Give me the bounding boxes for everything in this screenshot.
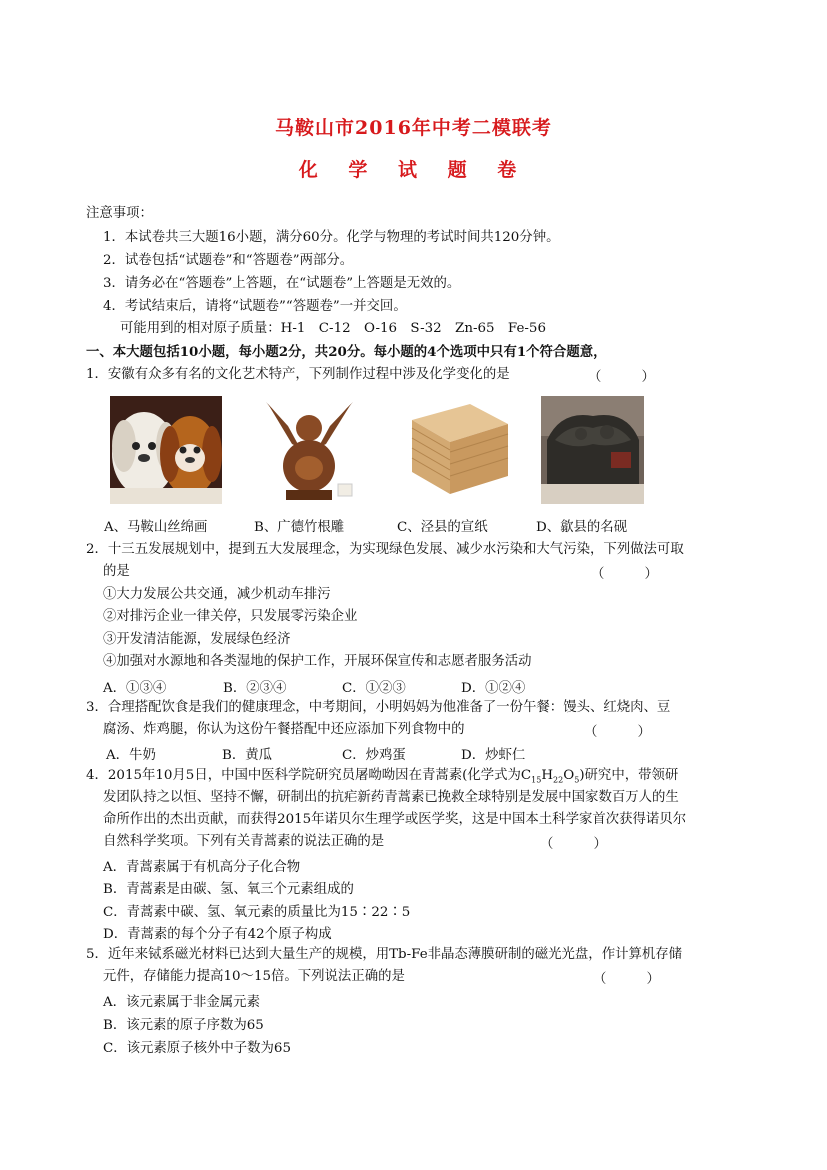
notice-item: 3．请务必在“答题卷”上答题，在“试题卷”上答题是无效的。 [103,276,461,291]
xuan-paper-image [408,396,510,504]
atomic-masses: 可能用到的相对原子质量：H-1 C-12 O-16 S-32 Zn-65 Fe-56 [120,321,546,336]
q5-answer-paren: （ ） [593,972,660,987]
q1-caption-a: A、马鞍山丝绵画 [104,520,208,535]
q5-stem: 元件，存储能力提高10～15倍。下列说法正确的是 [103,969,405,984]
q4-stem: 命所作出的杰出贡献，而获得2015年诺贝尔生理学或医学奖，这是中国本土科学家首次获得诺贝尔 [103,812,687,827]
q2-option-a: A．①③④ [103,681,167,696]
notice-item: 2．试卷包括“试题卷”和“答题卷”两部分。 [103,253,354,268]
exam-title: 马鞍山市2016年中考二模联考 [275,117,552,139]
q1-answer-paren: （ ） [588,370,655,385]
formula-subscript: 5 [574,775,580,785]
notice-item: 1．本试卷共三大题16小题，满分60分。化学与物理的考试时间共120分钟。 [103,230,560,245]
dogs-embroidery-image [110,396,222,504]
q3-option-d: D．炒虾仁 [461,748,526,763]
q2-option-d: D．①②④ [461,681,526,696]
q2-statement: ②对排污企业一律关停，只发展零污染企业 [103,609,358,624]
inkstone-image [541,396,644,504]
q3-option-b: B．黄瓜 [222,748,273,763]
q4-stem-part: )研究中，带领研 [579,768,679,783]
formula-element: H [541,768,554,783]
q2-stem: 的是 [103,564,130,579]
q5-option-b: B．该元素的原子序数为65 [103,1018,264,1033]
q1-caption-b: B、广德竹根雕 [254,520,345,535]
notice-item: 4．考试结束后，请将“试题卷”“答题卷”一并交回。 [103,299,407,314]
q4-answer-paren: （ ） [540,837,607,852]
q3-option-a: A．牛奶 [106,748,156,763]
q4-option-a: A．青蒿素属于有机高分子化合物 [103,860,301,875]
q3-stem: 腐汤、炸鸡腿，你认为这份午餐搭配中还应添加下列食物中的 [103,722,465,737]
q2-option-b: B．②③④ [223,681,287,696]
q4-stem: 自然科学奖项。下列有关青蒿素的说法正确的是 [103,834,385,849]
q5-option-a: A．该元素属于非金属元素 [103,995,260,1010]
q5-option-c: C．该元素原子核外中子数为65 [103,1041,291,1056]
q4-stem-part: 4．2015年10月5日，中国中医科学院研究员屠呦呦因在青蒿素(化学式为C [86,768,532,783]
formula-element: O [563,768,575,783]
q1-stem: 1．安徽有众多有名的文化艺术特产，下列制作过程中涉及化学变化的是 [86,367,510,382]
q3-answer-paren: （ ） [584,725,651,740]
q2-statement: ①大力发展公共交通，减少机动车排污 [103,587,331,602]
q4-stem [86,767,678,790]
q1-caption-d: D、歙县的名砚 [536,520,628,535]
q2-option-c: C．①②③ [342,681,406,696]
q2-statement: ④加强对水源地和各类湿地的保护工作，开展环保宣传和志愿者服务活动 [103,654,532,669]
q4-option-c: C．青蒿素中碳、氢、氧元素的质量比为15∶22∶5 [103,905,411,920]
q3-stem: 3．合理搭配饮食是我们的健康理念，中考期间，小明妈妈为他准备了一份午餐：馒头、红烧肉、豆 [86,700,671,715]
q5-stem: 5．近年来铽系磁光材料已达到大量生产的规模，用Tb-Fe非晶态薄膜研制的磁光光盘，作计算机存储 [86,947,683,962]
q3-option-c: C．炒鸡蛋 [342,748,406,763]
q4-stem: 发团队持之以恒、坚持不懈，研制出的抗疟新药青蒿素已挽救全球特别是发展中国家数百万人的生 [103,790,679,805]
notice-heading: 注意事项： [86,206,153,221]
exam-subtitle: 化 学 试 题 卷 [298,159,529,181]
q1-caption-c: C、泾县的宣纸 [397,520,488,535]
section-heading: 一、本大题包括10小题，每小题2分，共20分。每小题的4个选项中只有1个符合题意， [86,344,607,360]
formula-subscript: 22 [553,775,564,785]
formula-subscript: 15 [531,775,542,785]
q4-option-b: B．青蒿素是由碳、氢、氧三个元素组成的 [103,882,354,897]
q4-option-d: D．青蒿素的每个分子有42个原子构成 [103,927,332,942]
q2-statement: ③开发清洁能源，发展绿色经济 [103,632,291,647]
q2-stem: 2．十三五发展规划中，提到五大发展理念，为实现绿色发展、减少水污染和大气污染，下列做法可取 [86,542,684,557]
bamboo-carving-image [258,396,361,504]
q2-answer-paren: （ ） [591,567,658,582]
